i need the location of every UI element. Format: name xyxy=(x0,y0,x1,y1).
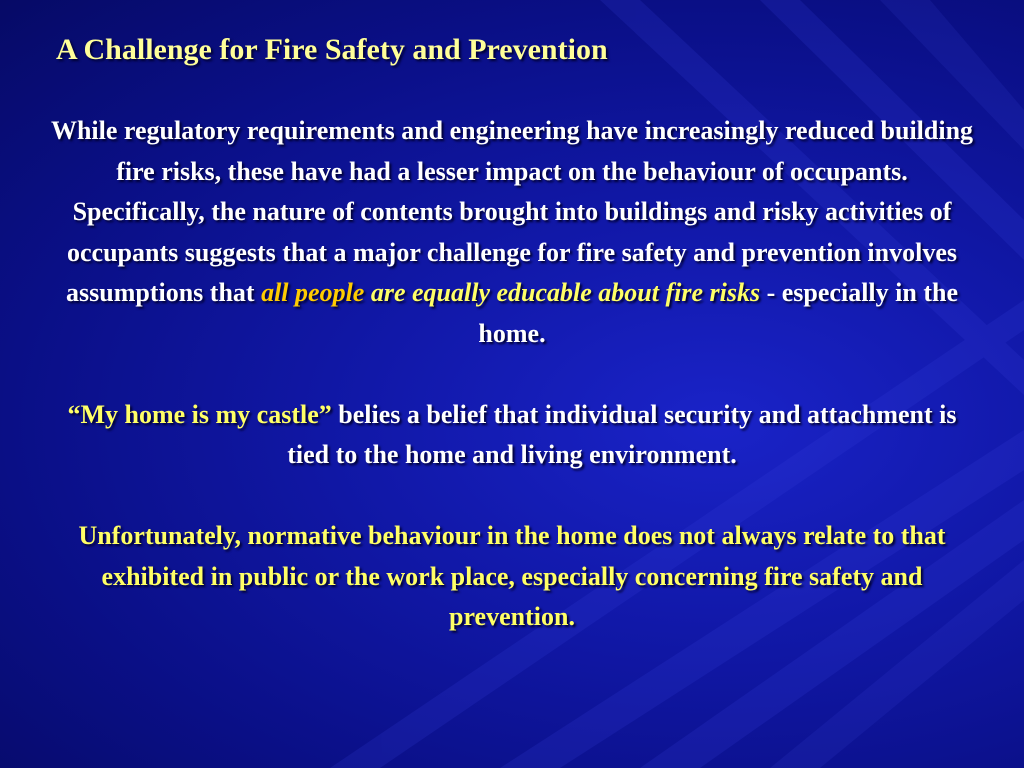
paragraph-normative: Unfortunately, normative behaviour in the home does not always relate to that exhibited in public or the work place, especially concerning fire safety and prevention. xyxy=(78,521,946,631)
castle-text: belies a belief that individual security and attachment is tied to the home and living environment. xyxy=(287,399,957,469)
spacer xyxy=(48,476,976,517)
spacer xyxy=(48,354,976,395)
slide-body xyxy=(48,111,976,638)
paragraph-regulatory-text: While regulatory requirements and engineering have increasingly reduced building fire risks, these have had a lesser impact on the behaviour of occupants. Specifically, the nature of contents brought into buildings and risky activities of occupants suggests that a major challenge for fire safety and prevention involves assumptions that xyxy=(50,116,974,307)
slide-title: A Challenge for Fire Safety and Prevention xyxy=(56,33,608,66)
emphasis-all-people: all people xyxy=(261,278,365,307)
castle-quote: “My home is my castle” xyxy=(67,399,332,429)
paragraph-regulatory-tail: - especially in the home. xyxy=(478,278,958,348)
emphasis-equally-educable: are equally educable about fire risks xyxy=(364,278,761,307)
paragraph-castle xyxy=(48,395,976,476)
paragraph-regulatory xyxy=(48,111,976,354)
